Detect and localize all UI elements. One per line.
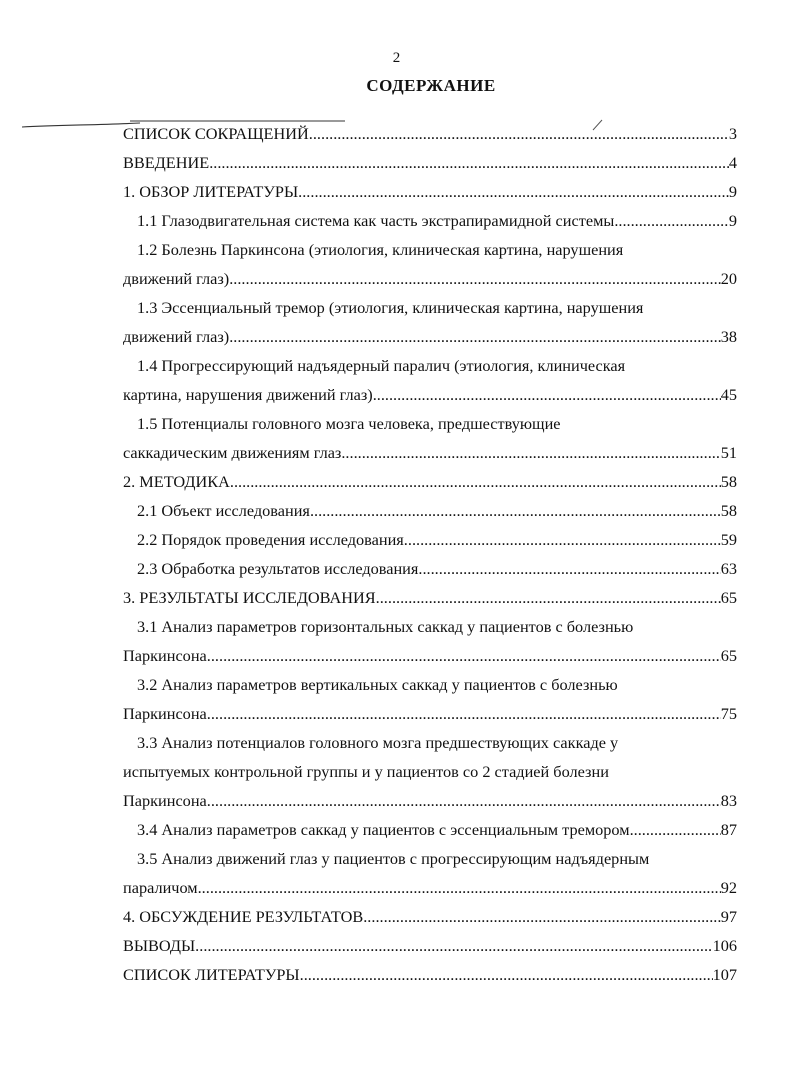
toc-entry-first-line: 1.4 Прогрессирующий надъядерный паралич (этиология, клиническая xyxy=(137,356,626,375)
toc-entry-first-line: 1.2 Болезнь Паркинсона (этиология, клиническая картина, нарушения xyxy=(137,240,624,259)
toc-entry-first-line: 3.5 Анализ движений глаз у пациентов с прогрессирующим надъядерным xyxy=(137,849,650,868)
table-of-contents xyxy=(123,119,737,989)
toc-entry-middle-line: испытуемых контрольной группы и у пациентов со 2 стадией болезни xyxy=(123,762,609,781)
toc-entry: 3.4 Анализ параметров саккад у пациентов с эссенциальным тремором ..... 87 xyxy=(123,815,737,844)
toc-entry: 2. МЕТОДИКА ..... 58 xyxy=(123,467,737,496)
toc-entry: ВВЕДЕНИЕ ..... 4 xyxy=(123,148,737,177)
toc-entry: 4. ОБСУЖДЕНИЕ РЕЗУЛЬТАТОВ ..... 97 xyxy=(123,902,737,931)
toc-entry-last-line: Паркинсона ..... 75 xyxy=(123,699,737,728)
toc-entry: 3. РЕЗУЛЬТАТЫ ИССЛЕДОВАНИЯ ..... 65 xyxy=(123,583,737,612)
toc-entry: 2.2 Порядок проведения исследования ..... 59 xyxy=(123,525,737,554)
toc-entry-first-line: 3.3 Анализ потенциалов головного мозга предшествующих саккаде у xyxy=(137,733,619,752)
toc-entry: СПИСОК ЛИТЕРАТУРЫ ..... 107 xyxy=(123,960,737,989)
toc-entry-last-line: Паркинсона ..... 65 xyxy=(123,641,737,670)
toc-entry-first-line: 1.3 Эссенциальный тремор (этиология, клиническая картина, нарушения xyxy=(137,298,644,317)
toc-entry: СПИСОК СОКРАЩЕНИЙ ..... 3 xyxy=(123,119,737,148)
toc-entry: ВЫВОДЫ ..... 106 xyxy=(123,931,737,960)
toc-entry-first-line: 3.1 Анализ параметров горизонтальных саккад у пациентов с болезнью xyxy=(137,617,634,636)
toc-entry-first-line: 1.5 Потенциалы головного мозга человека, предшествующие xyxy=(137,414,561,433)
toc-entry-last-line: Паркинсона ..... 83 xyxy=(123,786,737,815)
toc-entry-last-line: картина, нарушения движений глаз) ..... 45 xyxy=(123,380,737,409)
toc-entry: 1.1 Глазодвигательная система как часть экстрапирамидной системы ..... 9 xyxy=(123,206,737,235)
page-number: 2 xyxy=(392,50,401,66)
toc-entry-last-line: параличом ..... 92 xyxy=(123,873,737,902)
toc-entry: 2.3 Обработка результатов исследования ..... 63 xyxy=(123,554,737,583)
toc-entry-last-line: саккадическим движениям глаз ..... 51 xyxy=(123,438,737,467)
toc-entry-last-line: движений глаз) ..... 20 xyxy=(123,264,737,293)
toc-entry: 1. ОБЗОР ЛИТЕРАТУРЫ ..... 9 xyxy=(123,177,737,206)
toc-entry: 2.1 Объект исследования ..... 58 xyxy=(123,496,737,525)
toc-entry-first-line: 3.2 Анализ параметров вертикальных саккад у пациентов с болезнью xyxy=(137,675,618,694)
toc-entry-last-line: движений глаз) ..... 38 xyxy=(123,322,737,351)
page-title: СОДЕРЖАНИЕ xyxy=(366,76,496,95)
